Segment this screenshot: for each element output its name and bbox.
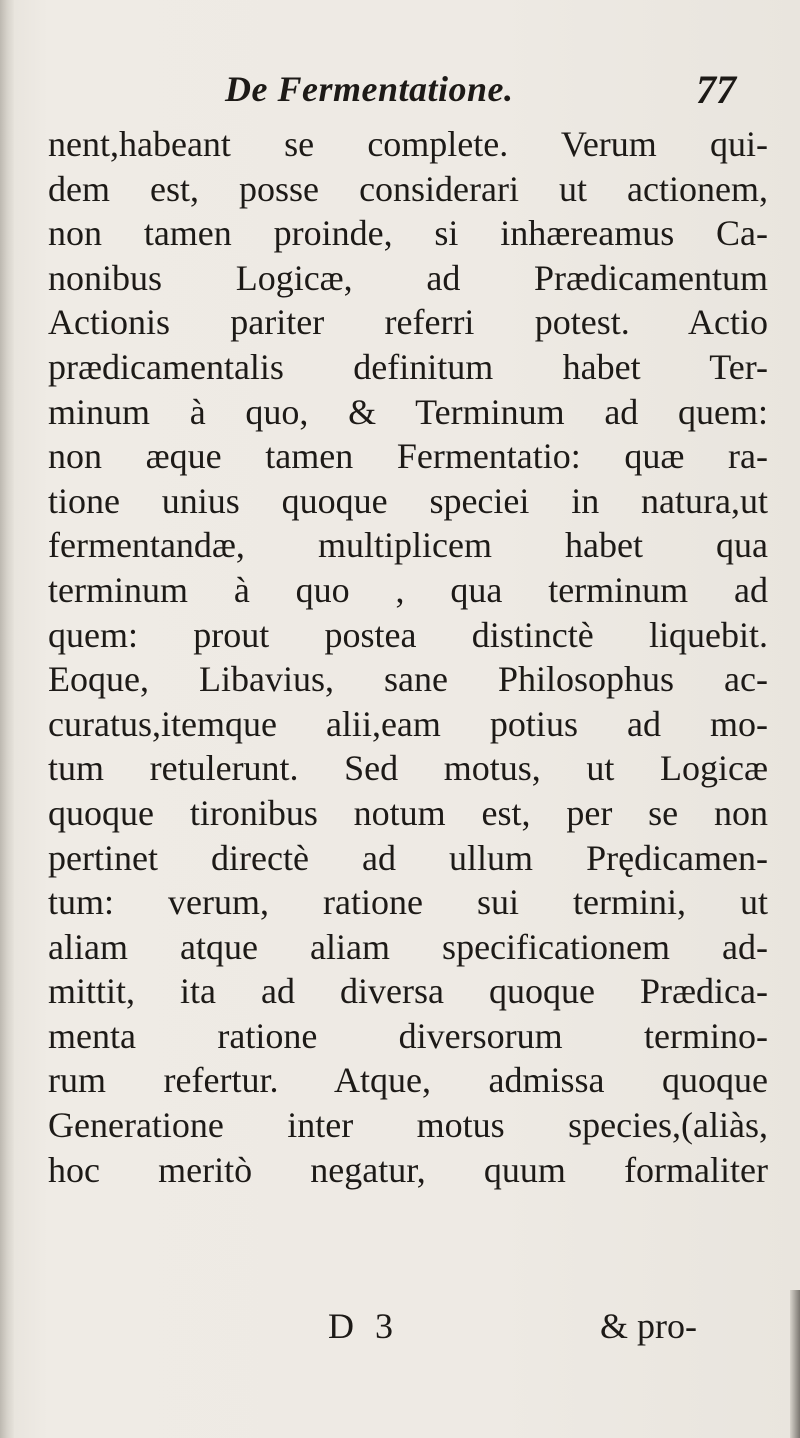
text-line: menta ratione diversorum termino- xyxy=(48,1015,768,1056)
page-number: 77 xyxy=(696,67,736,112)
text-line: quoque tironibus notum est, per se non xyxy=(48,792,768,833)
text-line: mittit, ita ad diversa quoque Prædica- xyxy=(48,971,768,1012)
text-line: dem est, posse considerari ut actionem, xyxy=(48,168,768,209)
page-header xyxy=(0,60,800,120)
text-line: tione unius quoque speciei in natura,ut xyxy=(48,480,768,521)
text-line: quem: prout postea distinctè liquebit. xyxy=(48,614,768,655)
text-line: nonibus Logicæ, ad Prædicamentum xyxy=(48,257,768,298)
text-line: tum retulerunt. Sed motus, ut Logicæ xyxy=(48,748,768,789)
text-line: nent,habeant se complete. Verum qui- xyxy=(48,124,768,164)
text-line: non æque tamen Fermentatio: quæ ra- xyxy=(48,436,768,477)
text-line: Generatione inter motus species,(aliàs, xyxy=(48,1105,768,1146)
text-line: non tamen proinde, si inhæreamus Ca- xyxy=(48,213,768,254)
text-line: fermentandæ, multiplicem habet qua xyxy=(48,525,768,566)
text-line: curatus,itemque alii,eam potius ad mo- xyxy=(48,703,768,744)
text-line: tum: verum, ratione sui termini, ut xyxy=(48,882,768,923)
running-title: De Fermentatione. xyxy=(225,69,514,109)
text-line: terminum à quo , qua terminum ad xyxy=(48,569,768,610)
text-line: Eoque, Libavius, sane Philosophus ac- xyxy=(48,659,768,700)
body-text xyxy=(48,122,768,1192)
catchword: & pro- xyxy=(600,1306,697,1346)
text-line: rum refertur. Atque, admissa quoque xyxy=(48,1060,768,1101)
text-line: aliam atque aliam specificationem ad- xyxy=(48,926,768,967)
signature-mark: D 3 xyxy=(328,1306,399,1346)
text-line: prædicamentalis definitum habet Ter- xyxy=(48,346,768,387)
text-line: Actionis pariter referri potest. Actio xyxy=(48,302,768,343)
text-line: pertinet directè ad ullum Prędicamen- xyxy=(48,837,768,878)
text-line: hoc meritò negatur, quum formaliter xyxy=(48,1149,768,1190)
binding-edge xyxy=(0,0,14,1438)
text-line: minum à quo, & Terminum ad quem: xyxy=(48,391,768,432)
page-footer xyxy=(0,1305,800,1355)
